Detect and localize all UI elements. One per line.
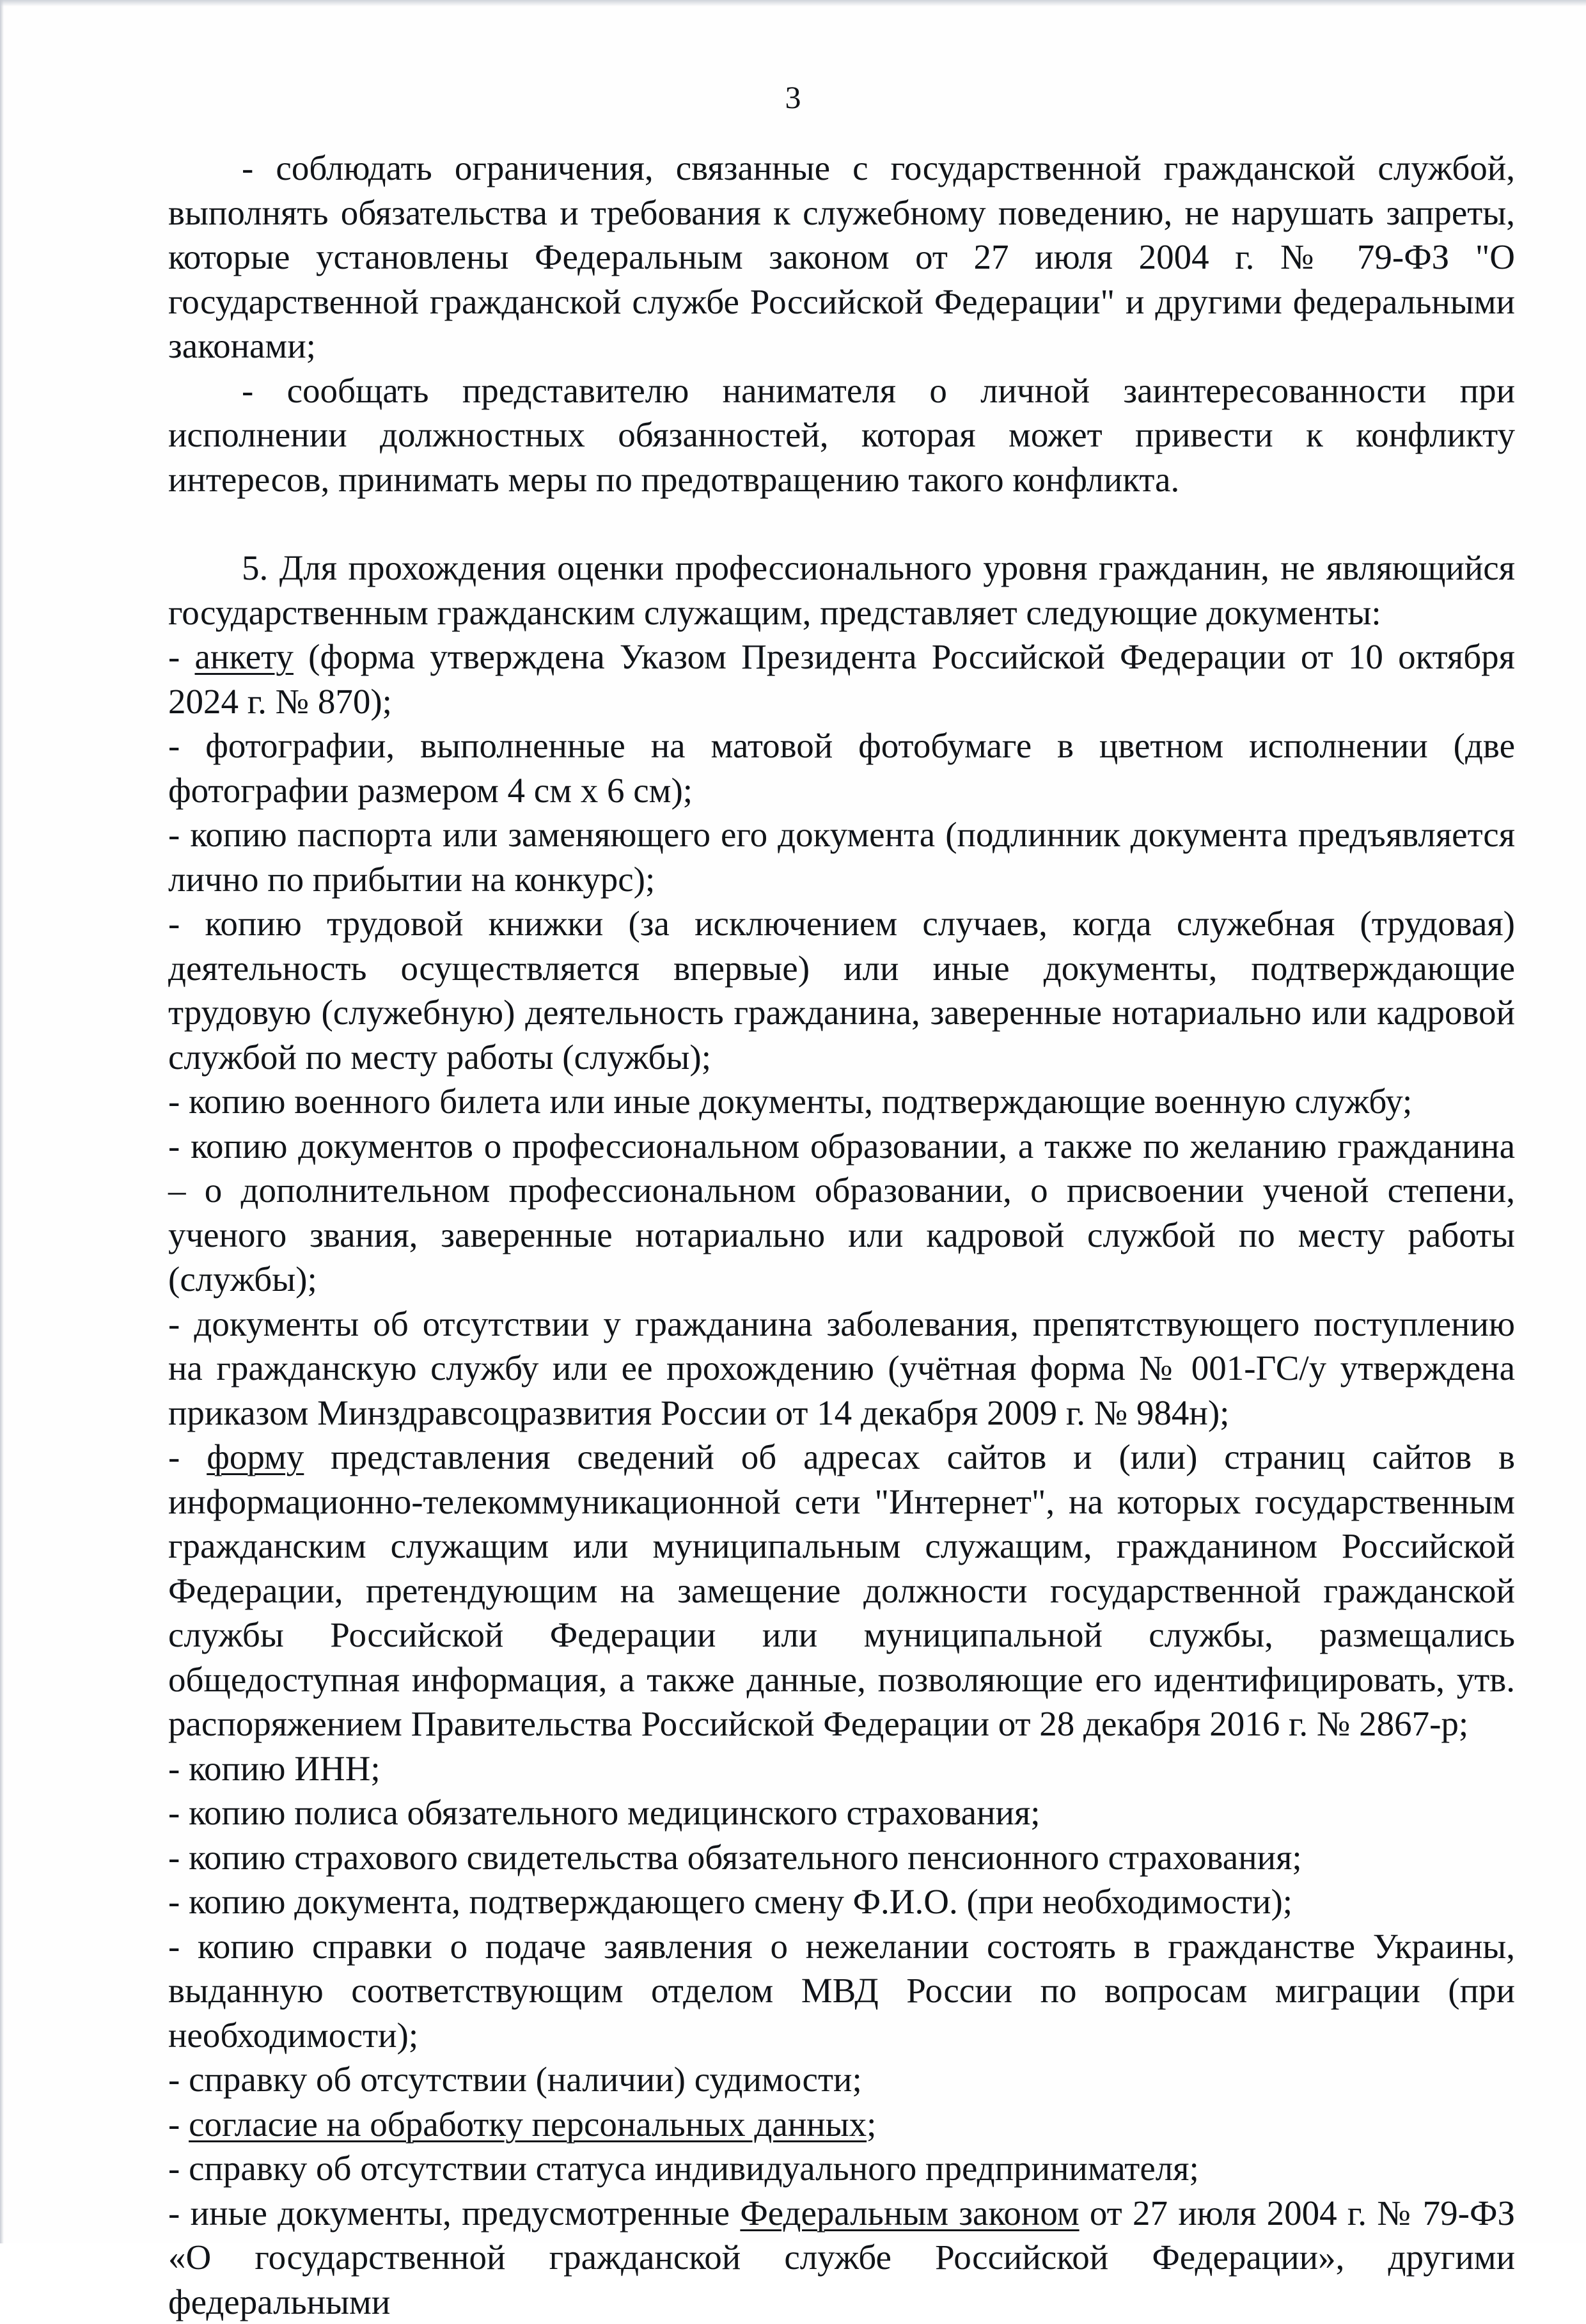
document-item: - копию трудовой книжки (за исключением случаев, когда служебная (трудовая) деятельность осуществляется впервые) или иные документы, подтверждающие трудовую (служебную) деятельность гражданина, заверенные нотариально или кадровой службой по месту работы (службы); — [168, 901, 1515, 1079]
document-item: - копию страхового свидетельства обязательного пенсионного страхования; — [168, 1835, 1515, 1880]
document-body — [168, 146, 1515, 2324]
document-item: - документы об отсутствии у гражданина заболевания, препятствующего поступлению на гражданскую службу или ее прохождению (учётная форма № 001-ГС/у утверждена приказом Минздравсоцразвития России от 14 декабря 2009 г. № 984н); — [168, 1302, 1515, 1435]
document-item: - копию документов о профессиональном образовании, а также по желанию гражданина – о дополнительном профессиональном образовании, о присвоении ученой степени, ученого звания, заверенные нотариально или кадровой службой по месту работы (службы); — [168, 1124, 1515, 1302]
anketa-link[interactable]: анкету — [195, 637, 294, 676]
document-item: - копию ИНН; — [168, 1746, 1515, 1791]
document-item: - справку об отсутствии (наличии) судимости; — [168, 2057, 1515, 2102]
scan-edge-top — [0, 0, 1586, 6]
obligation-item: - сообщать представителю нанимателя о личной заинтересованности при исполнении должностных обязанностей, которая может привести к конфликту интересов, принимать меры по предотвращению такого конфликта. — [168, 368, 1515, 502]
document-item-internet-form — [168, 1435, 1515, 1746]
document-item-other — [168, 2191, 1515, 2324]
item-prefix: - иные документы, предусмотренные — [168, 2194, 740, 2233]
document-item: - копию справки о подаче заявления о нежелании состоять в гражданстве Украины, выданную соответствующим отделом МВД России по вопросам миграции (при необходимости); — [168, 1924, 1515, 2058]
document-item: - копию полиса обязательного медицинского страхования; — [168, 1790, 1515, 1835]
document-item-anketa — [168, 635, 1515, 723]
scan-edge-left — [0, 0, 4, 2243]
item-suffix: представления сведений об адресах сайтов и (или) страниц сайтов в информационно-телекоммуникационной сети "Интернет", на которых государственным гражданским служащим или муниципальным служащим, гражданином Российской Федерации, претендующим на замещение должности государственной гражданской службы Российской Федерации или муниципальной службы, размещались общедоступная информация, а также данные, позволяющие его идентифицировать, утв. распоряжением Правительства Российской Федерации от 28 декабря 2016 г. № 2867-р; — [168, 1437, 1515, 1743]
document-item: - справку об отсутствии статуса индивидуального предпринимателя; — [168, 2146, 1515, 2191]
section-5-heading: 5. Для прохождения оценки профессионального уровня гражданин, не являющийся государственным гражданским служащим, представляет следующие документы: — [168, 546, 1515, 635]
obligation-item: - соблюдать ограничения, связанные с государственной гражданской службой, выполнять обязательства и требования к служебному поведению, не нарушать запреты, которые установлены Федеральным законом от 27 июля 2004 г. № 79-ФЗ "О государственной гражданской службе Российской Федерации" и другими федеральными законами; — [168, 146, 1515, 368]
item-prefix: - — [168, 2105, 189, 2144]
page-number: 3 — [0, 78, 1586, 116]
document-item: - копию паспорта или заменяющего его документа (подлинник документа предъявляется лично по прибытии на конкурс); — [168, 812, 1515, 901]
document-item: - фотографии, выполненные на матовой фотобумаге в цветном исполнении (две фотографии размером 4 см x 6 см); — [168, 723, 1515, 812]
document-item: - копию военного билета или иные документы, подтверждающие военную службу; — [168, 1079, 1515, 1124]
paragraph-gap — [168, 502, 1515, 546]
item-suffix: от 27 июля 2004 г. № 79-ФЗ «О государственной гражданской службе Российской Федерации», другими федеральными — [168, 2194, 1515, 2321]
document-item-consent — [168, 2102, 1515, 2147]
item-suffix: ; — [867, 2105, 876, 2144]
item-prefix: - — [168, 637, 195, 676]
federal-law-link[interactable]: Федеральным законом — [740, 2194, 1079, 2233]
item-suffix: (форма утверждена Указом Президента Российской Федерации от 10 октября 2024 г. № 870); — [168, 637, 1515, 721]
document-item: - копию документа, подтверждающего смену Ф.И.О. (при необходимости); — [168, 1879, 1515, 1924]
personal-data-consent-link[interactable]: согласие на обработку персональных данных — [189, 2105, 867, 2144]
item-prefix: - — [168, 1437, 207, 1476]
form-link[interactable]: форму — [207, 1437, 304, 1476]
